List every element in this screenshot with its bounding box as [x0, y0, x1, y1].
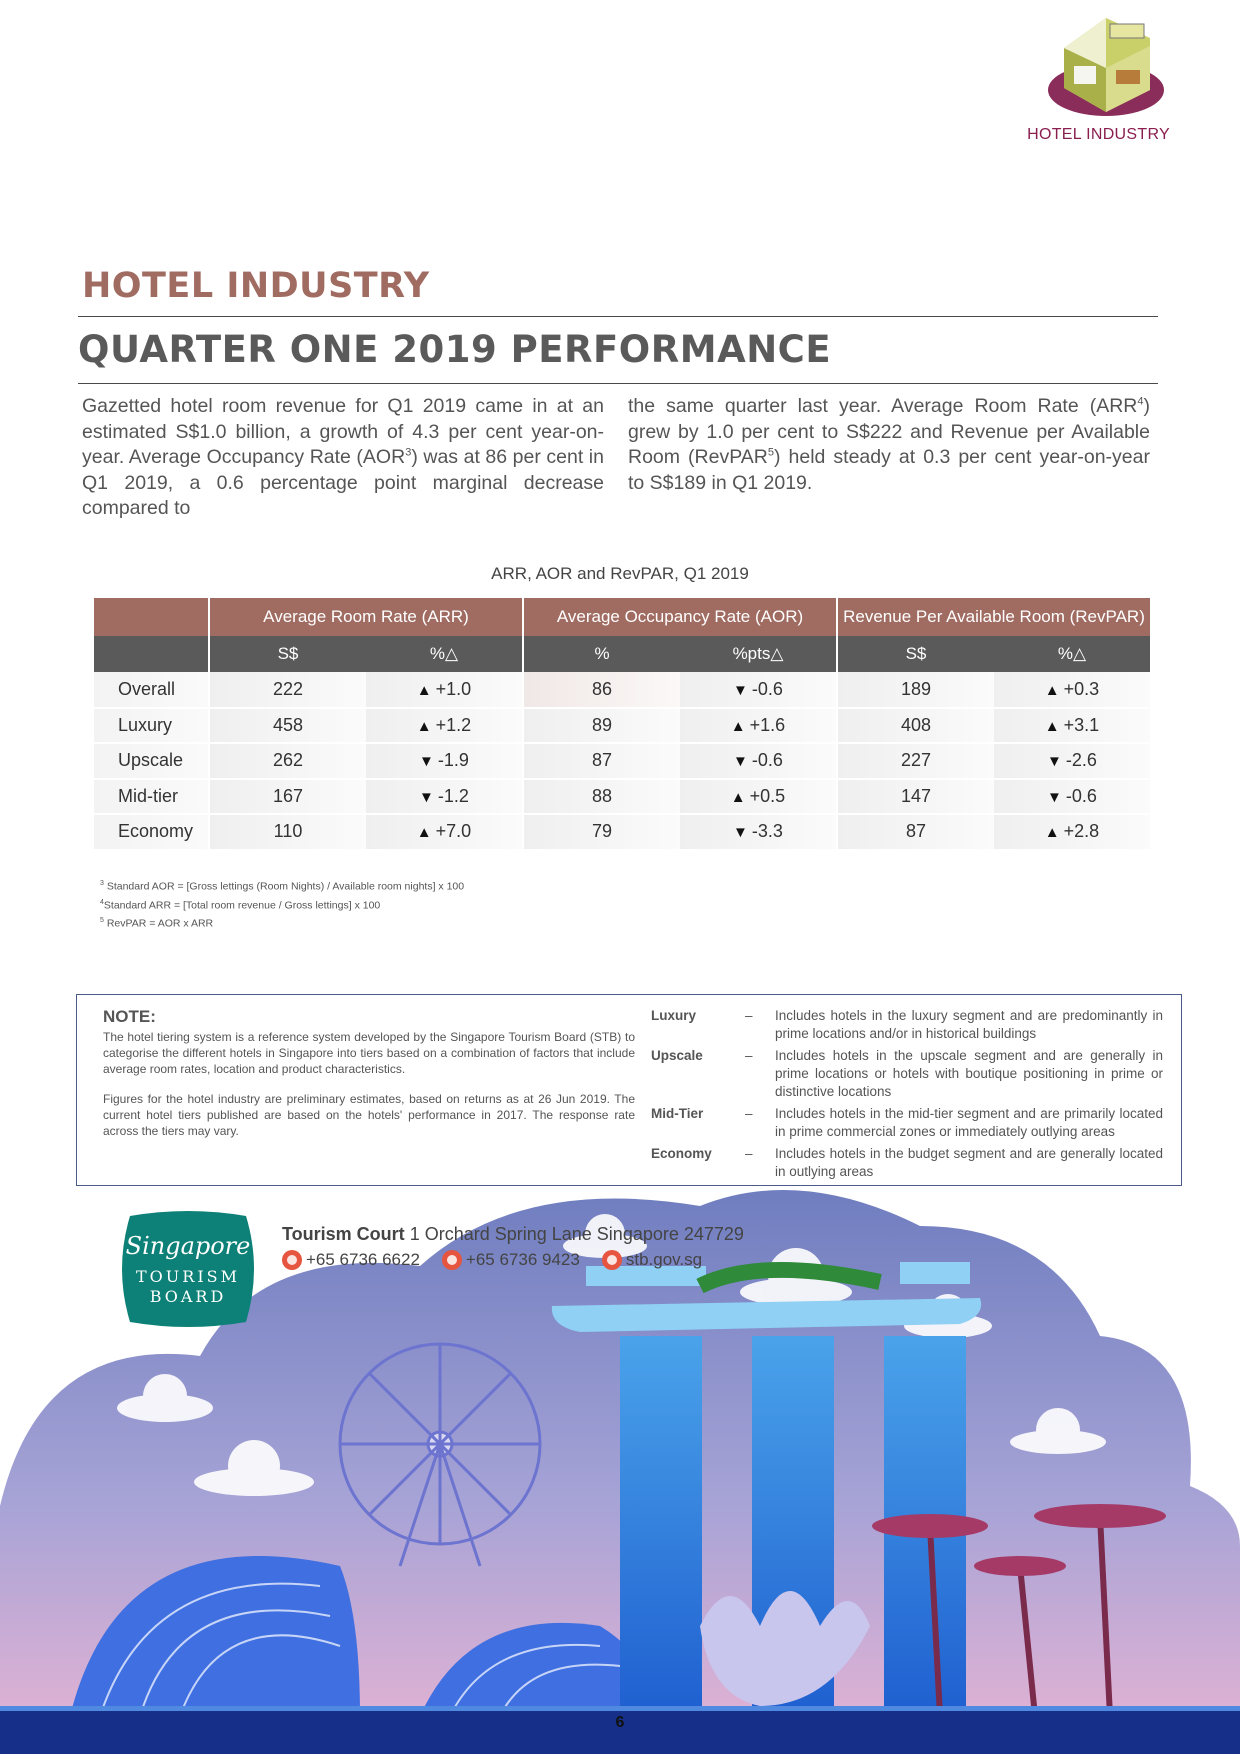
column-group-revpar: Revenue Per Available Room (RevPAR) [837, 598, 1150, 636]
cell-value: 87 [523, 743, 680, 779]
tier-item: Upscale – Includes hotels in the upscale segment and are generally in prime locations or hotels with boutique positioning in prime or distinctive locations [651, 1048, 1163, 1099]
intro-paragraph-left: Gazetted hotel room revenue for Q1 2019 came in at an estimated S$1.0 billion, a growth of 4.3 per cent year-on-year. Average Occupancy Rate (AOR$^3$) was at 86 per cent in Q1 2019, a 0.6 percentage point marginal decrease compared to [82, 395, 604, 519]
cell-change: ▼ -0.6 [680, 672, 837, 708]
trend-icon: ▲ [1044, 681, 1060, 699]
row-label: Mid-tier [94, 779, 209, 815]
cell-value: 88 [523, 779, 680, 815]
cell-value: 408 [837, 708, 994, 744]
note-paragraph: Figures for the hotel industry are preliminary estimates, based on returns as at 26 Jun 2019. The current hotel tiers published are based on the hotels' performance in 2017. The response rate across the tiers may vary. [103, 1092, 635, 1138]
trend-icon: ▼ [733, 753, 748, 771]
trend-icon: ▲ [416, 824, 432, 842]
trend-icon: ▼ [419, 788, 434, 806]
cell-change: ▲ +0.3 [994, 672, 1150, 708]
globe-icon [602, 1250, 622, 1270]
trend-icon: ▼ [1047, 788, 1062, 806]
phone-icon [282, 1250, 302, 1270]
cell-change: ▲ +1.0 [366, 672, 523, 708]
column-header: %pts△ [680, 636, 837, 672]
row-label: Overall [94, 672, 209, 708]
cell-value: 262 [209, 743, 366, 779]
cell-change: ▲ +1.6 [680, 708, 837, 744]
note-box [76, 994, 1182, 1186]
tier-definitions [651, 1007, 1163, 1185]
trend-icon: ▼ [1047, 753, 1062, 771]
cell-value: 147 [837, 779, 994, 815]
divider [78, 316, 1158, 317]
cell-change: ▲ +1.2 [366, 708, 523, 744]
logo-line-3: BOARD [149, 1287, 227, 1306]
performance-table [94, 598, 1150, 851]
trend-icon: ▲ [730, 788, 746, 806]
row-label: Economy [94, 814, 209, 850]
cell-change: ▼ -3.3 [680, 814, 837, 850]
table-row [94, 708, 1150, 744]
cell-value: 458 [209, 708, 366, 744]
cell-value: 86 [523, 672, 680, 708]
footnote: $^4$Standard ARR = [Total room revenue / Gross lettings] x 100 [100, 898, 381, 911]
cell-change: ▲ +0.5 [680, 779, 837, 815]
column-group-arr: Average Room Rate (ARR) [209, 598, 523, 636]
row-label: Luxury [94, 708, 209, 744]
note-text [103, 1029, 635, 1139]
contact-address: Tourism Court 1 Orchard Spring Lane Singapore 247729 [282, 1224, 744, 1244]
page-title: QUARTER ONE 2019 PERFORMANCE [78, 328, 832, 371]
table-sub-header [94, 636, 1150, 672]
table-title: ARR, AOR and RevPAR, Q1 2019 [491, 564, 749, 583]
phone-number: +65 6736 6622 [306, 1250, 420, 1269]
cell-value: 189 [837, 672, 994, 708]
hotel-room-icon [1046, 8, 1172, 124]
row-label: Upscale [94, 743, 209, 779]
table-group-header [94, 598, 1150, 636]
website-link[interactable]: stb.gov.sg [625, 1250, 703, 1269]
cell-change: ▼ -0.6 [994, 779, 1150, 815]
intro-paragraph-right: the same quarter last year. Average Room Rate (ARR$^4$) grew by 1.0 per cent to S$222 and Revenue per Available Room (RevPAR$^5$) held steady at 0.3 per cent year-on-year to S$189 in Q1 2019. [628, 395, 1150, 494]
cell-value: 89 [523, 708, 680, 744]
table-corner [94, 598, 209, 636]
badge-label: HOTEL INDUSTRY [1027, 126, 1170, 143]
trend-icon: ▲ [416, 681, 432, 699]
footnotes [100, 876, 464, 932]
note-paragraph: The hotel tiering system is a reference system developed by the Singapore Tourism Board (STB) to categorise the different hotels in Singapore into tiers based on a combination of factors that include average room rates, location and product characteristics. [103, 1030, 635, 1076]
cell-value: 222 [209, 672, 366, 708]
footnote: $^5$ RevPAR = AOR x ARR [100, 917, 214, 930]
tier-item: Economy – Includes hotels in the budget segment and are generally located in outlying areas [651, 1146, 1163, 1179]
logo-line-1: Singapore [125, 1232, 251, 1260]
trend-icon: ▼ [419, 753, 434, 771]
cell-value: 167 [209, 779, 366, 815]
column-header: S$ [837, 636, 994, 672]
cell-change: ▼ -1.2 [366, 779, 523, 815]
page-number: 6 [615, 1714, 625, 1731]
table-row [94, 814, 1150, 850]
table-corner [94, 636, 209, 672]
trend-icon: ▼ [733, 824, 748, 842]
trend-icon: ▲ [1044, 824, 1060, 842]
column-header: S$ [209, 636, 366, 672]
cell-change: ▼ -2.6 [994, 743, 1150, 779]
tier-item: Luxury – Includes hotels in the luxury segment and are predominantly in prime locations and/or in historical buildings [651, 1008, 1163, 1041]
trend-icon: ▲ [1044, 717, 1060, 735]
column-group-aor: Average Occupancy Rate (AOR) [523, 598, 837, 636]
fax-icon [442, 1250, 462, 1270]
cell-value: 227 [837, 743, 994, 779]
stb-logo [112, 1210, 264, 1328]
tier-item: Mid-Tier – Includes hotels in the mid-tier segment and are primarily located in prime commercial zones or immediately outlying areas [651, 1106, 1163, 1139]
contact-details [282, 1250, 724, 1270]
cell-change: ▲ +7.0 [366, 814, 523, 850]
table-row [94, 743, 1150, 779]
logo-line-2: TOURISM [136, 1267, 240, 1286]
note-title: NOTE: [103, 1007, 156, 1026]
column-header: %△ [366, 636, 523, 672]
cell-change: ▲ +3.1 [994, 708, 1150, 744]
cell-value: 87 [837, 814, 994, 850]
cell-change: ▼ -1.9 [366, 743, 523, 779]
cell-value: 110 [209, 814, 366, 850]
trend-icon: ▲ [730, 717, 746, 735]
trend-icon: ▲ [416, 717, 432, 735]
footnote: $^3$ Standard AOR = [Gross lettings (Room Nights) / Available room nights] x 100 [100, 880, 465, 893]
cell-value: 79 [523, 814, 680, 850]
trend-icon: ▼ [733, 681, 748, 699]
divider [78, 383, 1158, 384]
fax-number: +65 6736 9423 [465, 1250, 580, 1269]
cell-change: ▼ -0.6 [680, 743, 837, 779]
column-header: %△ [994, 636, 1150, 672]
table-row [94, 779, 1150, 815]
cell-change: ▲ +2.8 [994, 814, 1150, 850]
table-row [94, 672, 1150, 708]
column-header: % [523, 636, 680, 672]
section-title: HOTEL INDUSTRY [82, 266, 430, 306]
